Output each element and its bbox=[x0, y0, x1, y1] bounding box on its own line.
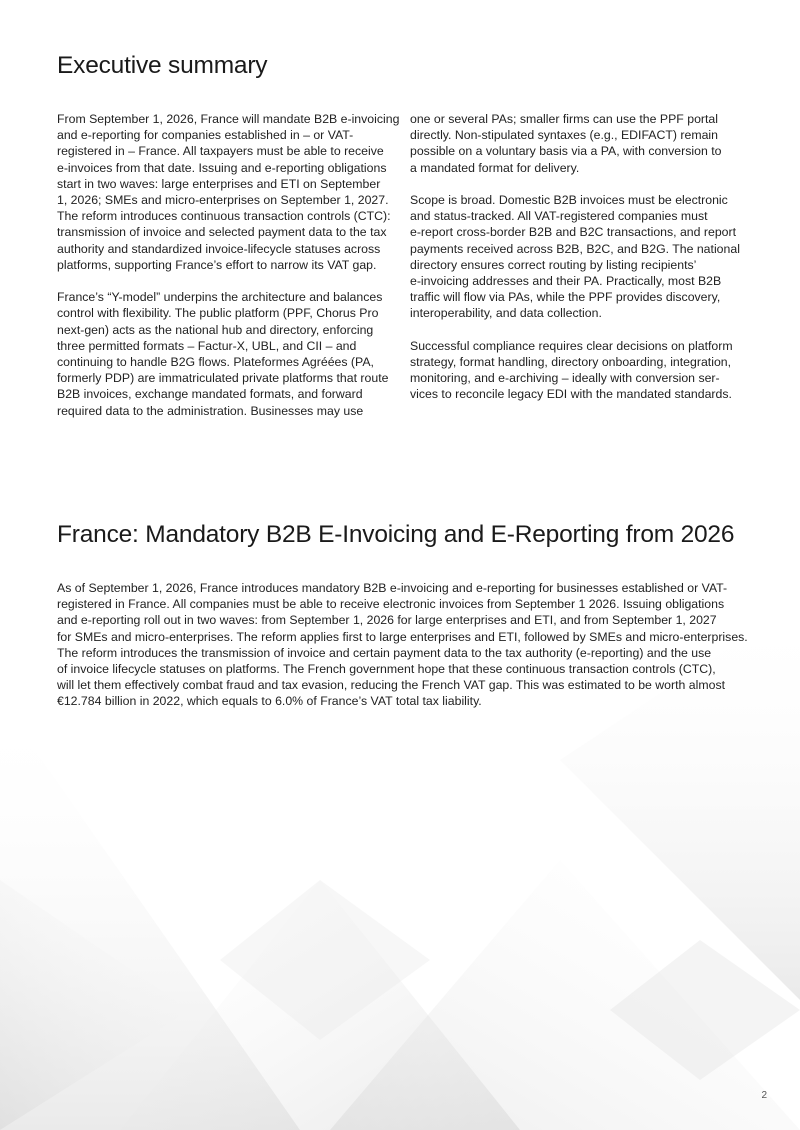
text-line: The reform introduces continuous transaction controls (CTC): bbox=[57, 209, 391, 224]
text-line: one or several PAs; smaller firms can use the PPF portal bbox=[410, 112, 718, 126]
text-line: and e-reporting for companies established in – or VAT- bbox=[57, 128, 354, 143]
paragraph bbox=[410, 111, 750, 176]
paragraph bbox=[410, 338, 750, 403]
page-number: 2 bbox=[761, 1090, 767, 1101]
text-line: The reform introduces the transmission of invoice and certain payment data to the tax authority (e-reporting) and the use bbox=[57, 645, 712, 660]
text-line: registered in – France. All taxpayers must be able to receive bbox=[57, 144, 384, 159]
text-line: traffic will flow via PAs, while the PPF provides discovery, bbox=[410, 290, 721, 305]
text-line: e-invoices from that date. Issuing and e-reporting obligations bbox=[57, 160, 387, 175]
text-line: platforms, supporting France’s effort to narrow its VAT gap. bbox=[57, 257, 377, 272]
text-line: continuing to handle B2G flows. Plateformes Agréées (PA, bbox=[57, 355, 374, 370]
text-line: start in two waves: large enterprises and ETI on September bbox=[57, 176, 381, 191]
text-line: formerly PDP) are immatriculated private platforms that route bbox=[57, 371, 389, 386]
text-line: transmission of invoice and selected payment data to the tax bbox=[57, 225, 387, 240]
text-line: a mandated format for delivery. bbox=[410, 160, 580, 175]
paragraph bbox=[410, 192, 750, 322]
text-line: directory ensures correct routing by listing recipients’ bbox=[410, 257, 697, 272]
executive-summary-heading: Executive summary bbox=[57, 52, 268, 79]
text-line: payments received across B2B, B2C, and B2G. The national bbox=[410, 241, 740, 256]
text-line: of invoice lifecycle statuses on platforms. The French government hope that these continuous transaction controls (CTC), bbox=[57, 662, 716, 677]
text-line: required data to the administration. Businesses may use bbox=[57, 403, 364, 418]
text-line: control with flexibility. The public platform (PPF, Chorus Pro bbox=[57, 306, 379, 321]
text-line: will let them effectively combat fraud and tax evasion, reducing the French VAT gap. This was estimated to be worth almost bbox=[57, 678, 726, 693]
text-line: As of September 1, 2026, France introduces mandatory B2B e-invoicing and e-reporting for businesses established or VAT- bbox=[57, 581, 728, 595]
text-line: 1, 2026; SMEs and micro-enterprises on September 1, 2027. bbox=[57, 193, 389, 208]
text-line: From September 1, 2026, France will mandate B2B e-invoicing bbox=[57, 112, 400, 126]
france-section-body bbox=[57, 580, 747, 710]
text-line: B2B invoices, exchange mandated formats, and forward bbox=[57, 387, 363, 402]
text-line: Successful compliance requires clear decisions on platform bbox=[410, 338, 733, 353]
text-line: France’s “Y-model” underpins the architecture and balances bbox=[57, 290, 383, 305]
text-line: €12.784 billion in 2022, which equals to 6.0% of France’s VAT total tax liability. bbox=[57, 694, 482, 709]
text-line: e-report cross-border B2B and B2C transactions, and report bbox=[410, 225, 737, 240]
paragraph bbox=[57, 111, 400, 273]
text-line: next-gen) acts as the national hub and directory, enforcing bbox=[57, 322, 374, 337]
text-line: and status-tracked. All VAT-registered companies must bbox=[410, 209, 708, 224]
text-line: and e-reporting roll out in two waves: from September 1, 2026 for large enterprises and ETI, and from September 1, 2027 bbox=[57, 613, 717, 628]
text-line: e-invoicing addresses and their PA. Practically, most B2B bbox=[410, 274, 722, 289]
text-line: registered in France. All companies must be able to receive electronic invoices from September 1 2026. Issuing obligations bbox=[57, 597, 725, 612]
text-line: possible on a voluntary basis via a PA, with conversion to bbox=[410, 144, 722, 159]
text-line: Scope is broad. Domestic B2B invoices must be electronic bbox=[410, 193, 728, 207]
executive-summary-right-column bbox=[410, 111, 750, 419]
executive-summary-left-column bbox=[57, 111, 400, 435]
text-line: interoperability, and data collection. bbox=[410, 306, 602, 321]
text-line: monitoring, and e-archiving – ideally with conversion ser- bbox=[410, 371, 720, 386]
text-line: for SMEs and micro-enterprises. The reform applies first to large enterprises and ETI, followed by SMEs and micro-enterprises. bbox=[57, 629, 748, 644]
paragraph bbox=[57, 289, 397, 419]
text-line: directly. Non-stipulated syntaxes (e.g., EDIFACT) remain bbox=[410, 128, 718, 143]
text-line: vices to reconcile legacy EDI with the mandated standards. bbox=[410, 387, 732, 402]
text-line: authority and standardized invoice-lifecycle statuses across bbox=[57, 241, 381, 256]
text-line: three permitted formats – Factur-X, UBL, and CII – and bbox=[57, 338, 357, 353]
text-line: strategy, format handling, directory onboarding, integration, bbox=[410, 355, 732, 370]
france-section-heading: France: Mandatory B2B E-Invoicing and E-Reporting from 2026 bbox=[57, 521, 735, 548]
